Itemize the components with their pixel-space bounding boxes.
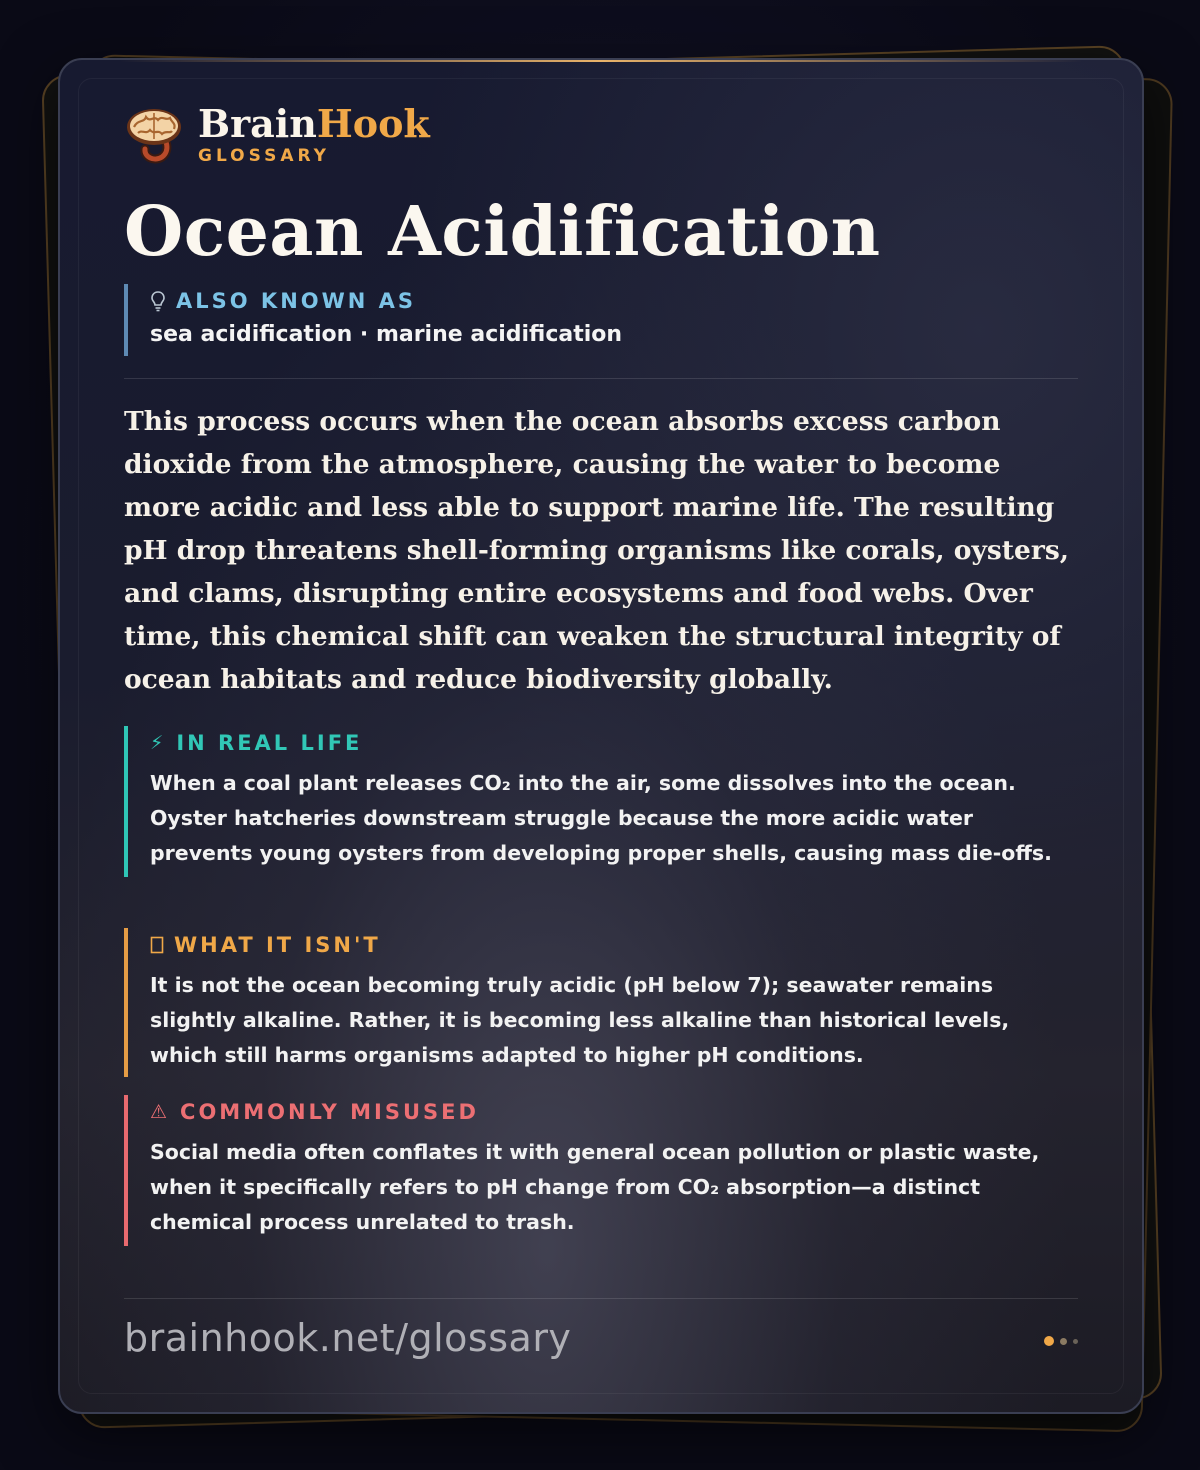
section-commonly-misused <box>124 1095 1078 1246</box>
section-label-row <box>150 928 1078 962</box>
section-label: COMMONLY MISUSED <box>180 1100 479 1124</box>
section-body: It is not the ocean becoming truly acidic (pH below 7); seawater remains slightly alkaline. Rather, it is becoming less alkaline than historical levels, which still harms organisms adapted to higher pH conditions. <box>150 973 1010 1067</box>
glossary-card <box>58 58 1144 1414</box>
definition-text: This process occurs when the ocean absorbs excess carbon dioxide from the atmosphere, causing the water to become more acidic and less able to support marine life. The resulting pH drop threatens shell-forming organisms like corals, oysters, and clams, disrupting entire ecosystems and food webs. Over time, this chemical shift can weaken the structural integrity of ocean habitats and reduce biodiversity globally. <box>124 406 1070 695</box>
also-known-as-label: ALSO KNOWN AS <box>176 289 417 313</box>
section-what-it-isnt <box>124 928 1078 1077</box>
section-label: IN REAL LIFE <box>176 731 363 755</box>
brand-name-part2: Hook <box>316 101 430 146</box>
lightning-icon: ⚡ <box>150 732 167 754</box>
page-dot-active <box>1044 1336 1054 1346</box>
section-label-row <box>150 1095 1078 1129</box>
term-title: Ocean Acidification <box>124 192 881 272</box>
missing-glyph-icon <box>150 935 164 955</box>
also-known-as-value: sea acidification · marine acidification <box>150 322 623 347</box>
section-body: Social media often conflates it with general ocean pollution or plastic waste, when it specifically refers to pH change from CO₂ absorption—a distinct chemical process unrelated to trash. <box>150 1140 1040 1234</box>
page-dot <box>1073 1339 1078 1344</box>
section-in-real-life <box>124 726 1078 877</box>
brand-name-part1: Brain <box>198 101 317 146</box>
brand-subtitle: GLOSSARY <box>198 146 330 166</box>
lightbulb-icon <box>150 290 166 312</box>
section-body: When a coal plant releases CO₂ into the air, some dissolves into the ocean. Oyster hatcheries downstream struggle because the more acidic water prevents young oysters from developing proper shells, causing mass die-offs. <box>150 771 1052 865</box>
footer-divider <box>124 1298 1078 1299</box>
card-content <box>124 60 1078 1412</box>
brand-name <box>198 101 430 146</box>
warning-icon: ⚠ <box>150 1101 171 1123</box>
section-label-row <box>150 726 1078 760</box>
page-dots-icon <box>1044 1336 1078 1346</box>
divider <box>124 378 1078 379</box>
also-known-as-label-row <box>150 284 622 318</box>
also-known-as-block <box>124 284 622 356</box>
section-label: WHAT IT ISN'T <box>174 933 381 957</box>
footer-url[interactable]: brainhook.net/glossary <box>124 1316 572 1360</box>
brand-header <box>124 101 430 166</box>
page-dot <box>1060 1338 1067 1345</box>
brain-hook-logo-icon <box>124 105 184 165</box>
